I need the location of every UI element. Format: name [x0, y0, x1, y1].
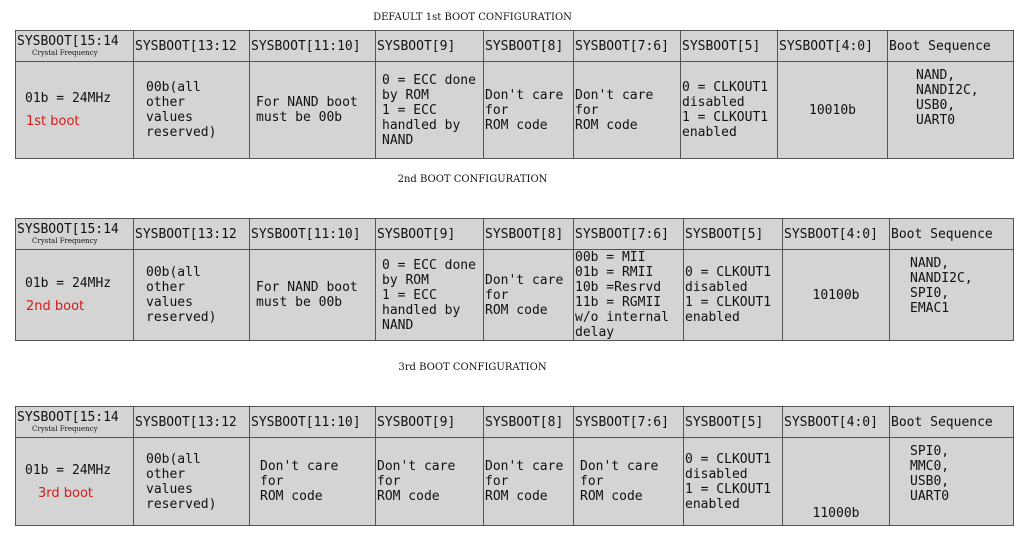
cell-sysboot-9: 0 = ECC done by ROM 1 = ECC handled by NAND: [376, 250, 484, 341]
cell-boot-sequence: SPI0, MMC0, USB0, UART0: [890, 438, 1014, 526]
cell-sysboot-5: 0 = CLKOUT1 disabled 1 = CLKOUT1 enabled: [684, 250, 783, 341]
table-row: [16, 438, 1014, 526]
header-sysboot-7-6: SYSBOOT[7:6]: [574, 407, 684, 438]
section-3-title: 3rd BOOT CONFIGURATION: [398, 362, 547, 373]
boot-label: 1st boot: [26, 114, 80, 129]
header-sysboot-8: SYSBOOT[8]: [484, 219, 574, 250]
header-boot-sequence: Boot Sequence: [890, 407, 1014, 438]
cell-sysboot-13-12: 00b(all other values reserved): [134, 62, 250, 159]
section-2-title: 2nd BOOT CONFIGURATION: [397, 174, 548, 185]
header-sysboot-9: SYSBOOT[9]: [376, 407, 484, 438]
cell-sysboot-4-0: 10010b: [778, 62, 888, 159]
table-row: [16, 62, 1014, 159]
cell-sysboot-7-6: Don't care for ROM code: [574, 62, 681, 159]
header-sysboot-5: SYSBOOT[5]: [681, 31, 778, 62]
header-sysboot-13-12: SYSBOOT[13:12: [134, 31, 250, 62]
header-sysboot-8: SYSBOOT[8]: [484, 31, 574, 62]
header-sysboot-5: SYSBOOT[5]: [684, 219, 783, 250]
table-header-row: [16, 407, 1014, 438]
cell-sysboot-8: Don't care for ROM code: [484, 250, 574, 341]
cell-sysboot-4-0: 11000b: [783, 438, 890, 526]
boot-config-table-3: [15, 406, 1014, 526]
header-sysboot-7-6: SYSBOOT[7:6]: [574, 219, 684, 250]
header-sysboot-4-0: SYSBOOT[4:0]: [783, 219, 890, 250]
cell-boot-sequence: NAND, NANDI2C, SPI0, EMAC1: [890, 250, 1014, 341]
header-sysboot-13-12: SYSBOOT[13:12: [134, 407, 250, 438]
cell-sysboot-5: 0 = CLKOUT1 disabled 1 = CLKOUT1 enabled: [681, 62, 778, 159]
header-sysboot-15-14: SYSBOOT[15:14 Crystal Frequency: [16, 407, 134, 438]
cell-sysboot-9: 0 = ECC done by ROM 1 = ECC handled by NAND: [376, 62, 484, 159]
cell-sysboot-7-6: 00b = MII 01b = RMII 10b =Resrvd 11b = RGMII w/o internal delay: [574, 250, 684, 341]
header-sysboot-11-10: SYSBOOT[11:10]: [250, 219, 376, 250]
header-sysboot-8: SYSBOOT[8]: [484, 407, 574, 438]
boot-label: 2nd boot: [26, 299, 85, 314]
header-sysboot-9: SYSBOOT[9]: [376, 219, 484, 250]
cell-sysboot-8: Don't care for ROM code: [484, 438, 574, 526]
section-1-title: DEFAULT 1st BOOT CONFIGURATION: [373, 12, 572, 23]
cell-sysboot-13-12: 00b(all other values reserved): [134, 250, 250, 341]
header-sysboot-15-14: SYSBOOT[15:14 Crystal Frequency: [16, 31, 134, 62]
cell-sysboot-11-10: Don't care for ROM code: [250, 438, 376, 526]
header-boot-sequence: Boot Sequence: [888, 31, 1014, 62]
boot-config-table-2: [15, 218, 1014, 341]
header-sysboot-7-6: SYSBOOT[7:6]: [574, 31, 681, 62]
header-sysboot-11-10: SYSBOOT[11:10]: [250, 31, 376, 62]
cell-crystal-frequency: 01b = 24MHz 1st boot: [16, 62, 134, 159]
cell-boot-sequence: NAND, NANDI2C, USB0, UART0: [888, 62, 1014, 159]
boot-label: 3rd boot: [38, 485, 94, 501]
cell-sysboot-5: 0 = CLKOUT1 disabled 1 = CLKOUT1 enabled: [684, 438, 783, 526]
table-header-row: [16, 219, 1014, 250]
header-sysboot-5: SYSBOOT[5]: [684, 407, 783, 438]
header-sysboot-13-12: SYSBOOT[13:12: [134, 219, 250, 250]
cell-sysboot-13-12: 00b(all other values reserved): [134, 438, 250, 526]
cell-sysboot-4-0: 10100b: [783, 250, 890, 341]
cell-sysboot-11-10: For NAND boot must be 00b: [250, 250, 376, 341]
boot-config-table-1: [15, 30, 1014, 159]
table-row: [16, 250, 1014, 341]
table-header-row: [16, 31, 1014, 62]
cell-crystal-frequency: 01b = 24MHz 2nd boot: [16, 250, 134, 341]
cell-sysboot-11-10: For NAND boot must be 00b: [250, 62, 376, 159]
cell-crystal-frequency: 01b = 24MHz 3rd boot: [16, 438, 134, 526]
cell-sysboot-7-6: Don't care for ROM code: [574, 438, 684, 526]
header-sysboot-4-0: SYSBOOT[4:0]: [778, 31, 888, 62]
header-sysboot-11-10: SYSBOOT[11:10]: [250, 407, 376, 438]
header-boot-sequence: Boot Sequence: [890, 219, 1014, 250]
header-sysboot-15-14: SYSBOOT[15:14 Crystal Frequency: [16, 219, 134, 250]
header-sysboot-9: SYSBOOT[9]: [376, 31, 484, 62]
header-sysboot-4-0: SYSBOOT[4:0]: [783, 407, 890, 438]
cell-sysboot-8: Don't care for ROM code: [484, 62, 574, 159]
cell-sysboot-9: Don't care for ROM code: [376, 438, 484, 526]
